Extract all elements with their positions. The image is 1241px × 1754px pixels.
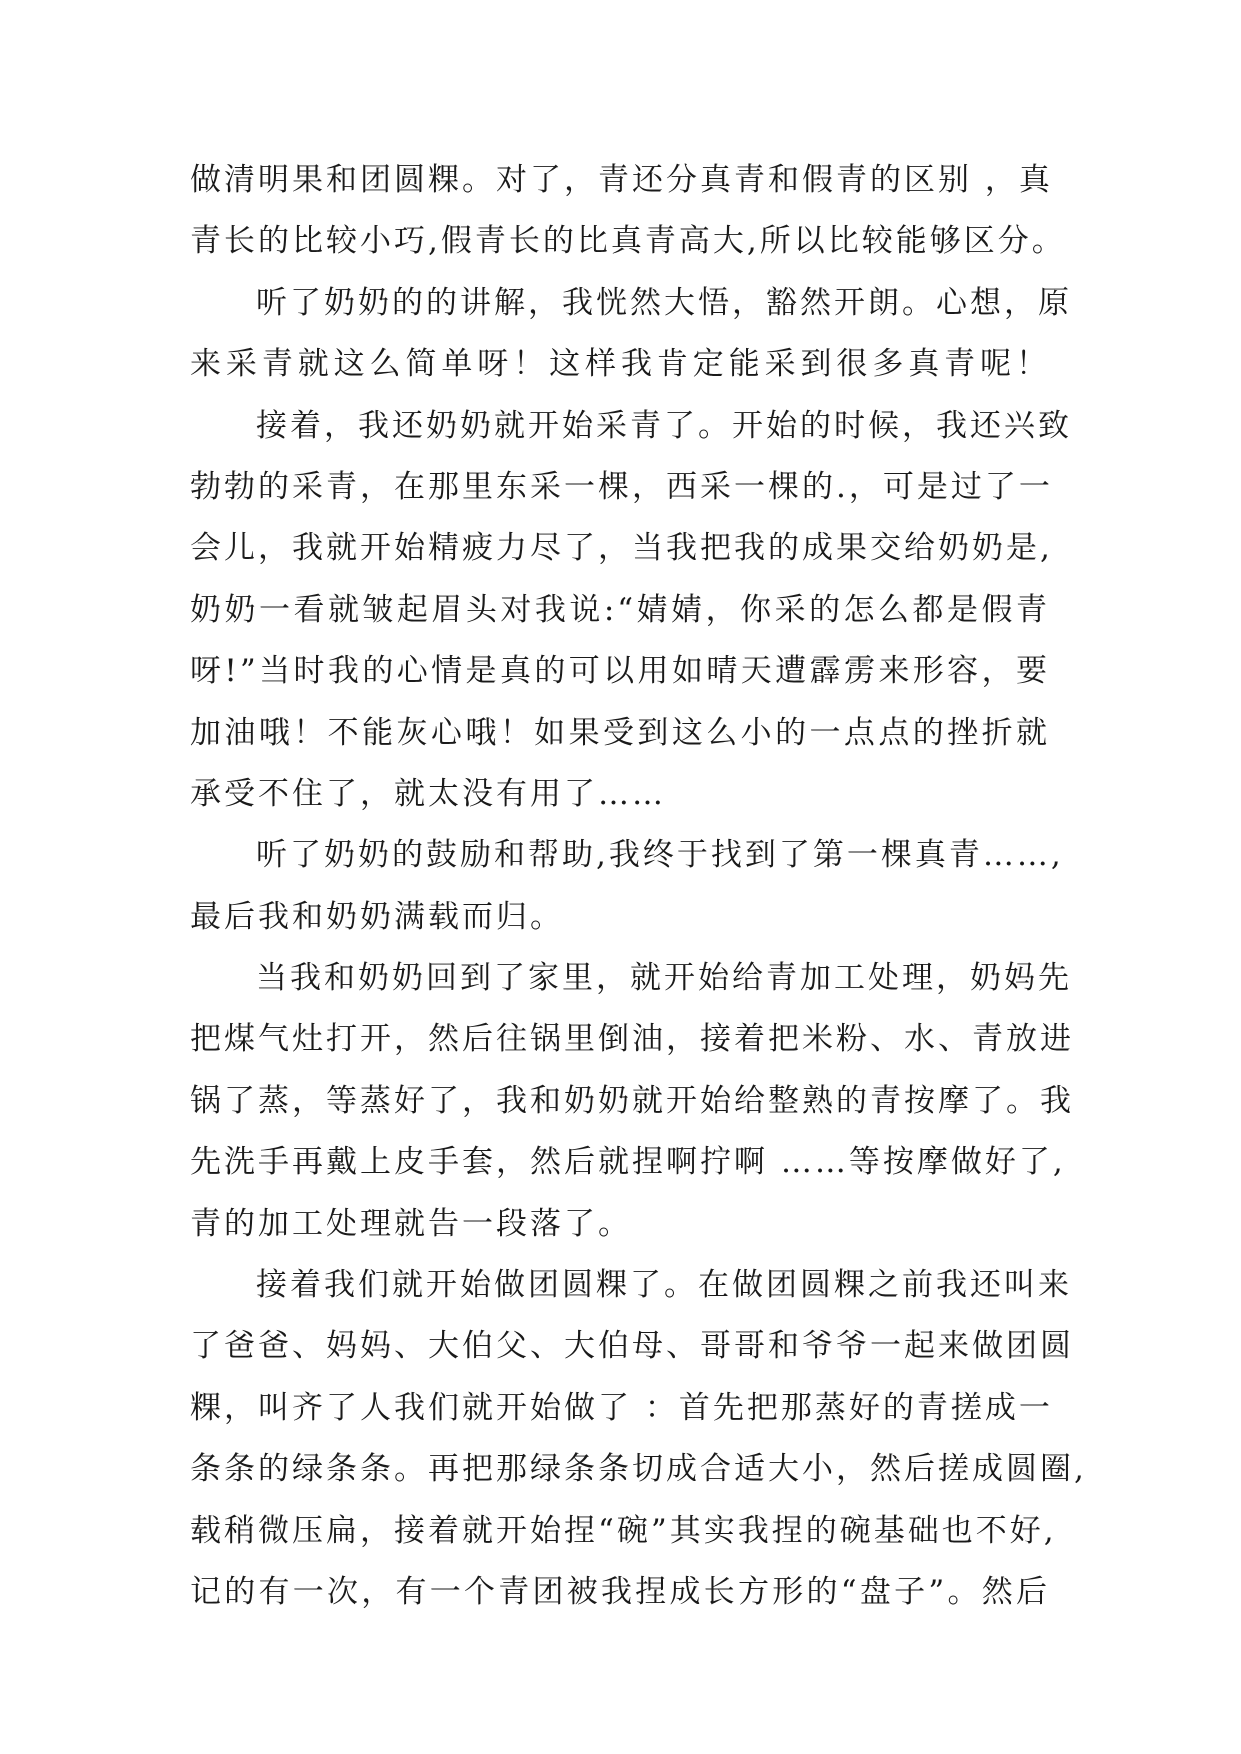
paragraph-last-line: 最后我和奶奶满载而归。 [190, 898, 564, 935]
text-line: 把煤气灶打开，然后往锅里倒油，接着把米粉、水、青放进 [190, 1021, 1074, 1058]
text-line: 呀!”当时我的心情是真的可以用如晴天遭霹雳来形容，要 [190, 653, 1050, 690]
text-line: 加油哦！不能灰心哦！如果受到这么小的一点点的挫折就 [190, 714, 1050, 751]
text-line: 青长的比较小巧,假青长的比真青高大,所以比较能够区分。 [190, 223, 1066, 260]
text-line: 来采青就这么简单呀！这样我肯定能采到很多真青呢！ [190, 346, 1050, 383]
text-line: 条条的绿条条。再把那绿条条切成合适大小，然后搓成圆圈, [190, 1451, 1087, 1488]
text-line: 勃勃的采青，在那里东采一棵，西采一棵的.，可是过了一 [190, 468, 1053, 505]
paragraph-first-line: 听了奶奶的的讲解，我恍然大悟，豁然开朗。心想，原 [256, 284, 1072, 321]
text-line: 了爸爸、妈妈、大伯父、大伯母、哥哥和爷爷一起来做团圆 [190, 1328, 1074, 1365]
paragraph-first-line: 当我和奶奶回到了家里，就开始给青加工处理，奶妈先 [256, 960, 1072, 997]
text-line: 先洗手再戴上皮手套，然后就捏啊拧啊 ……等按摩做好了, [190, 1144, 1066, 1181]
text-line: 粿，叫齐了人我们就开始做了 ：首先把那蒸好的青搓成一 [190, 1389, 1053, 1426]
paragraph-first-line: 接着我们就开始做团圆粿了。在做团圆粿之前我还叫来 [256, 1267, 1072, 1304]
paragraph-last-line: 青的加工处理就告一段落了。 [190, 1205, 632, 1242]
text-line: 奶奶一看就皱起眉头对我说:“婧婧，你采的怎么都是假青 [190, 591, 1050, 628]
paragraph-first-line: 听了奶奶的鼓励和帮助,我终于找到了第一棵真青……, [256, 837, 1064, 874]
text-line: 做清明果和团圆粿。对了，青还分真青和假青的区别 ，真 [190, 162, 1053, 198]
text-line: 记的有一次，有一个青团被我捏成长方形的“盘子”。然后 [190, 1573, 1050, 1610]
paragraph-first-line: 接着，我还奶奶就开始采青了。开始的时候，我还兴致 [256, 407, 1072, 444]
text-line: 会儿，我就开始精疲力尽了，当我把我的成果交给奶奶是, [190, 530, 1053, 567]
text-line: 锅了蒸，等蒸好了，我和奶奶就开始给整熟的青按摩了。我 [190, 1082, 1074, 1119]
document-body [190, 150, 1087, 1623]
paragraph-last-line: 承受不住了，就太没有用了…… [190, 775, 666, 812]
text-line: 载稍微压扁，接着就开始捏“碗”其实我捏的碗基础也不好, [190, 1512, 1057, 1549]
